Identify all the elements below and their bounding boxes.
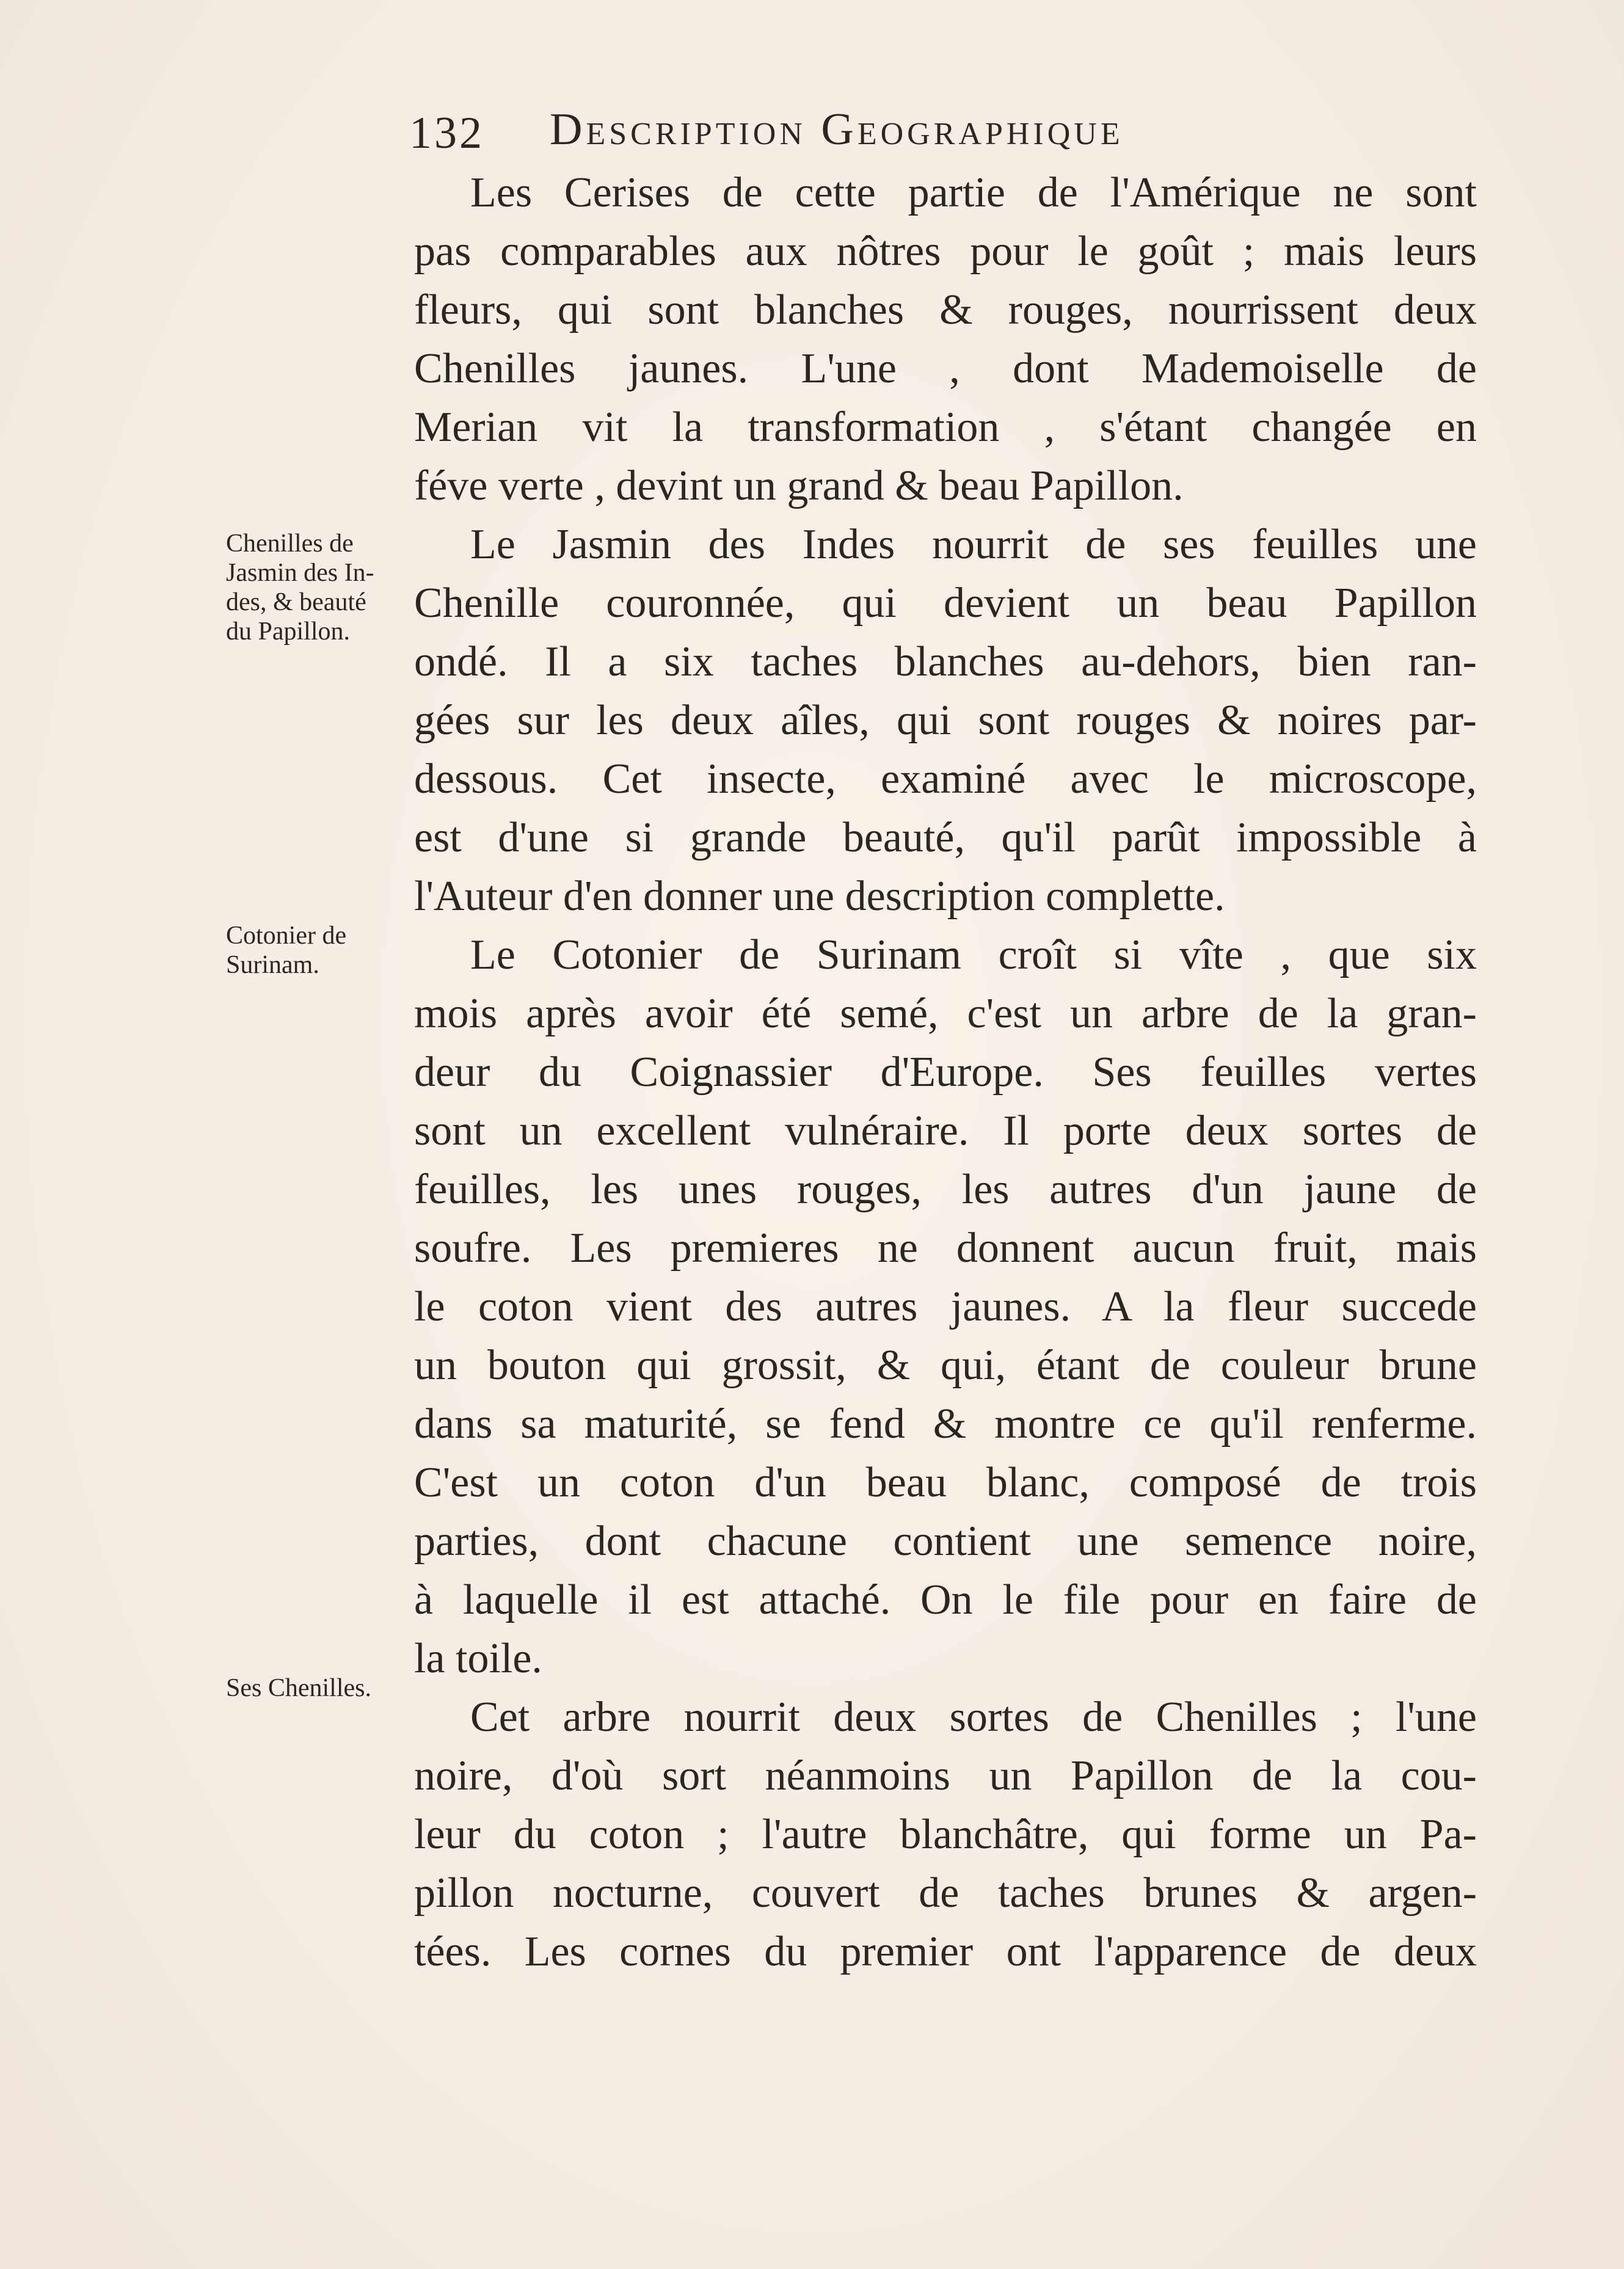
text-line: parties, dont chacune contient une semence noire, (414, 1518, 1477, 1565)
margin-note-line: Surinam. (226, 951, 319, 979)
text-line: mois après avoir été semé, c'est un arbre de la gran- (414, 990, 1477, 1037)
text-line: dans sa maturité, se fend & montre ce qu'il renferme. (414, 1400, 1477, 1448)
page-number: 132 (409, 108, 484, 158)
page-header (409, 104, 1362, 165)
text-line: un bouton qui grossit, & qui, étant de couleur brune (414, 1342, 1477, 1389)
margin-note-line: Ses Chenilles. (226, 1674, 371, 1702)
margin-note-line: du Papillon. (226, 617, 351, 646)
text-line: sont un excellent vulnéraire. Il porte deux sortes de (414, 1107, 1477, 1154)
text-line: dessous. Cet insecte, examiné avec le microscope, (414, 756, 1477, 803)
text-line: soufre. Les premieres ne donnent aucun fruit, mais (414, 1225, 1477, 1272)
text-line: Chenille couronnée, qui devient un beau Papillon (414, 580, 1477, 627)
text-line: à laquelle il est attaché. On le file pour en faire de (414, 1576, 1477, 1623)
text-line: la toile. (414, 1635, 542, 1682)
text-line: gées sur les deux aîles, qui sont rouges & noires par- (414, 697, 1477, 744)
text-line: deur du Coignassier d'Europe. Ses feuilles vertes (414, 1049, 1477, 1096)
text-line: Chenilles jaunes. L'une , dont Mademoiselle de (414, 345, 1477, 392)
text-line: feuilles, les unes rouges, les autres d'un jaune de (414, 1166, 1477, 1213)
running-title: Description Geographique (550, 104, 1124, 155)
text-line: fleurs, qui sont blanches & rouges, nourrissent deux (414, 286, 1477, 333)
text-line: pas comparables aux nôtres pour le goût ; mais leurs (414, 228, 1477, 275)
text-line: noire, d'où sort néanmoins un Papillon de la cou- (414, 1752, 1477, 1799)
text-line: C'est un coton d'un beau blanc, composé de trois (414, 1459, 1477, 1506)
margin-note-line: Chenilles de (226, 530, 354, 558)
text-line: Cet arbre nourrit deux sortes de Chenilles ; l'une (470, 1694, 1477, 1741)
text-line: féve verte , devint un grand & beau Papillon. (414, 462, 1184, 509)
text-line: le coton vient des autres jaunes. A la fleur succede (414, 1283, 1477, 1330)
text-line: est d'une si grande beauté, qu'il parût impossible à (414, 814, 1477, 861)
margin-note-line: des, & beauté (226, 588, 366, 616)
text-line: Les Cerises de cette partie de l'Amérique ne sont (470, 169, 1477, 216)
text-line: Merian vit la transformation , s'étant changée en (414, 404, 1477, 451)
text-line: Le Jasmin des Indes nourrit de ses feuilles une (470, 521, 1477, 568)
margin-note-cotonier (226, 921, 379, 980)
text-line: Le Cotonier de Surinam croît si vîte , que six (470, 931, 1477, 978)
margin-note-chenilles (226, 1674, 379, 1703)
margin-note-jasmin (226, 529, 379, 646)
text-line: tées. Les cornes du premier ont l'apparence de deux (414, 1928, 1477, 1975)
text-line: leur du coton ; l'autre blanchâtre, qui forme un Pa- (414, 1811, 1477, 1858)
text-line: pillon nocturne, couvert de taches brunes & argen- (414, 1870, 1477, 1917)
body-text (414, 164, 1477, 1981)
margin-note-line: Jasmin des In- (226, 559, 374, 587)
text-line: ondé. Il a six taches blanches au-dehors, bien ran- (414, 638, 1477, 685)
text-line: l'Auteur d'en donner une description complette. (414, 873, 1225, 920)
margin-note-line: Cotonier de (226, 922, 347, 950)
